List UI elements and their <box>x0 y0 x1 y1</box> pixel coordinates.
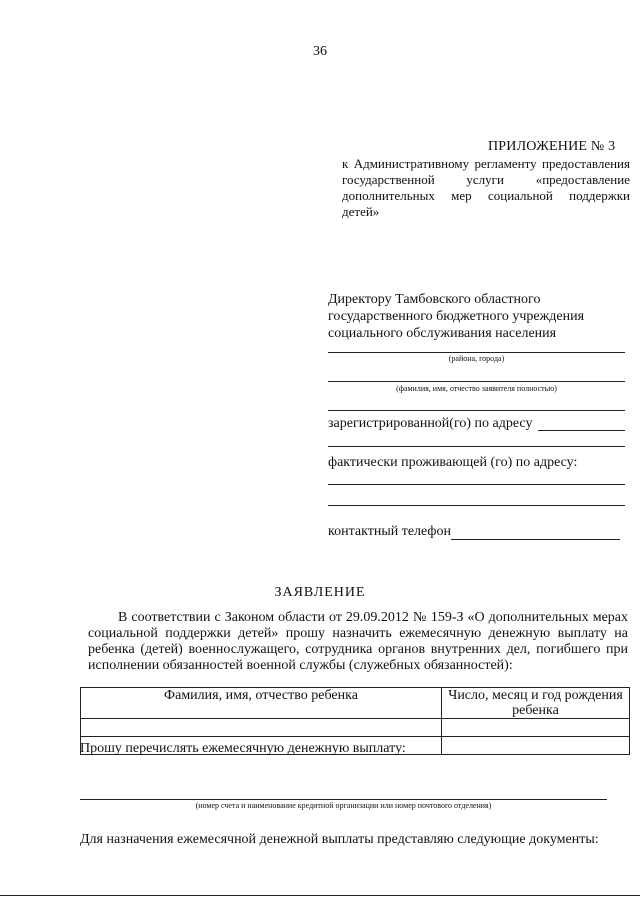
district-caption: (района, города) <box>448 354 505 363</box>
addressee-text: Директору Тамбовского областного государственного бюджетного учреждения социального обслуживания населения <box>328 292 585 341</box>
statement-body: В соответствии с Законом области от 29.09.2012 № 159-З «О дополнительных мерах социальной поддержки детей» прошу назначить ежемесячную денежную выплату на ребенка (детей) военнослужащего, сотрудника органов внутренних дел, погибшего при исполнении обязанностей военной службы (служебных обязанностей): <box>88 610 628 673</box>
page-number: 36 <box>313 44 327 59</box>
appendix-text: к Административному регламенту предоставления государственной услуги «предоставление дополнительных мер социальной поддержки детей» <box>342 156 630 219</box>
documents-intro-text: Для назначения ежемесячной денежной выплаты представляю следующие документы: <box>80 832 599 847</box>
registered-address-line[interactable] <box>538 430 625 431</box>
applicant-caption: (фамилия, имя, отчество заявителя полностью) <box>396 384 557 393</box>
payment-request-text: Прошу перечислять ежемесячную денежную выплату: <box>80 741 406 756</box>
payment-caption: (номер счета и наименование кредитной организации или номер почтового отделения) <box>195 801 492 810</box>
statement-heading: ЗАЯВЛЕНИЕ <box>274 585 366 600</box>
registered-address-label: зарегистрированной(го) по адресу <box>328 416 533 431</box>
appendix-title: ПРИЛОЖЕНИЕ № 3 <box>488 139 616 154</box>
bottom-rule <box>0 895 640 896</box>
actual-address-line-2[interactable] <box>328 505 625 506</box>
child-birthdate-header: Число, месяц и год рождения ребенка <box>442 688 630 719</box>
child-birthdate-cell[interactable] <box>442 719 630 737</box>
table-row <box>81 719 630 737</box>
table-header-row <box>81 688 630 719</box>
phone-line[interactable] <box>451 539 620 540</box>
payment-account-line[interactable] <box>80 799 607 800</box>
child-birthdate-cell[interactable] <box>442 737 630 755</box>
applicant-name-line[interactable] <box>328 381 625 382</box>
child-name-cell[interactable] <box>81 719 442 737</box>
actual-address-label: фактически проживающей (го) по адресу: <box>328 455 578 470</box>
registered-address-line-2[interactable] <box>328 446 625 447</box>
district-line[interactable] <box>328 352 625 353</box>
phone-label: контактный телефон <box>328 524 451 539</box>
child-name-header: Фамилия, имя, отчество ребенка <box>81 688 442 719</box>
actual-address-line[interactable] <box>328 484 625 485</box>
applicant-name-line-2[interactable] <box>328 410 625 411</box>
